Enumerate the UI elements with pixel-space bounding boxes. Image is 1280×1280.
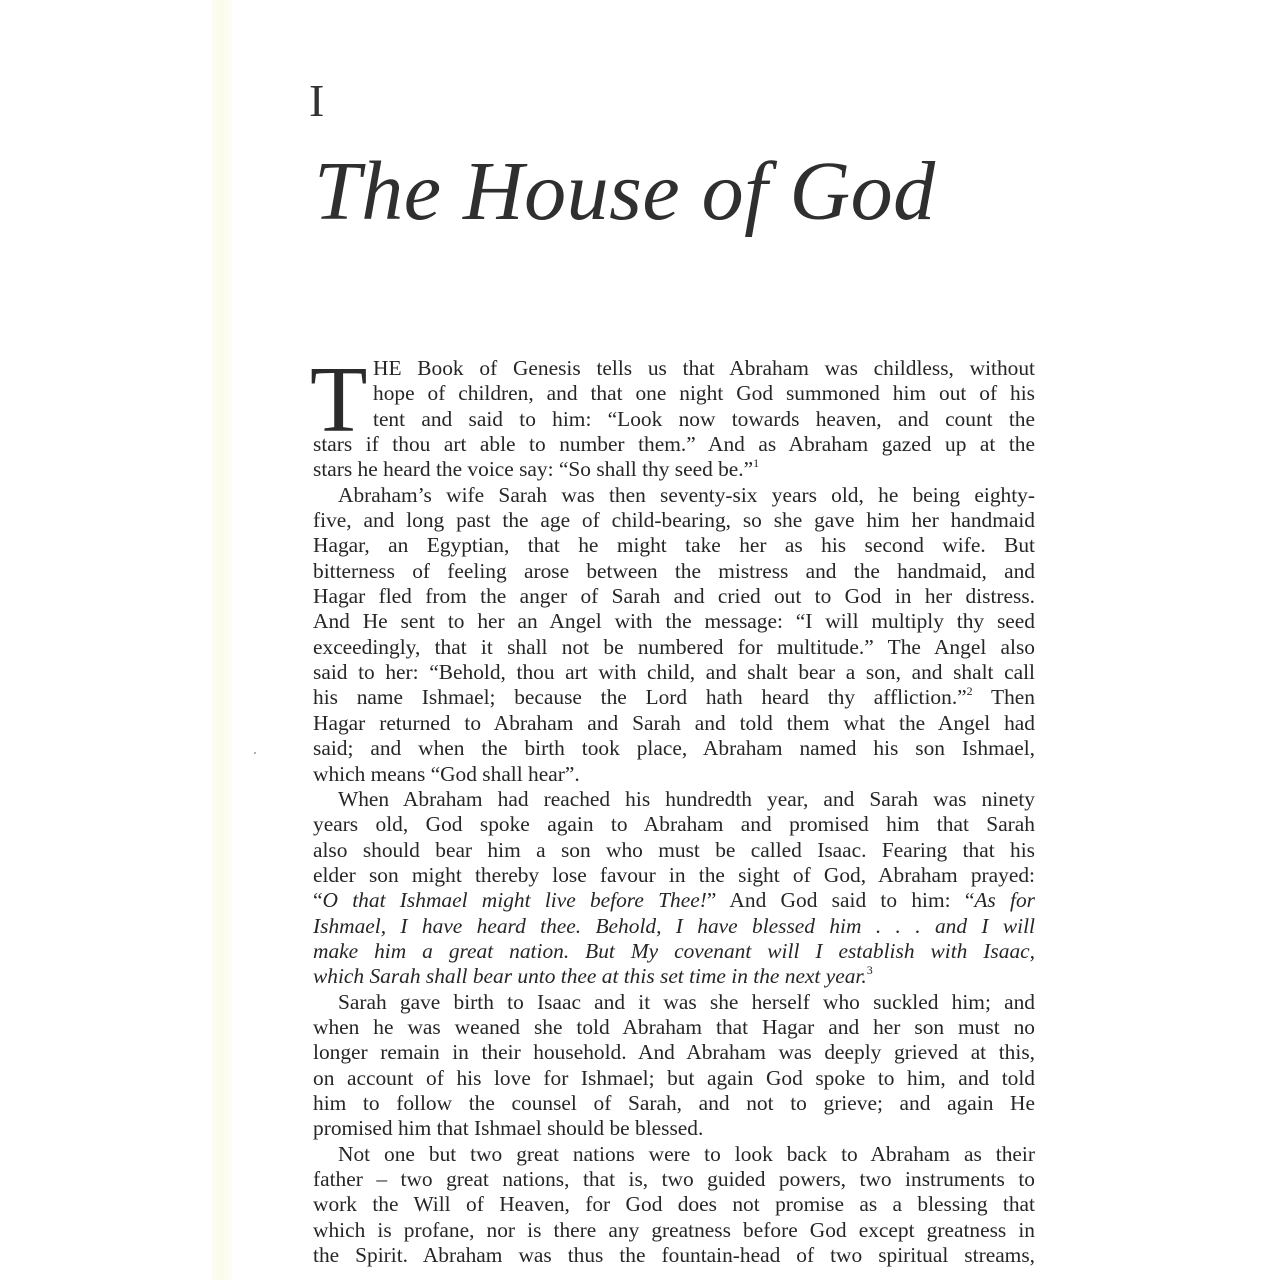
body-text [310, 356, 1035, 1268]
text-span: stars he heard the voice say: “So shall thy seed be.” [313, 457, 754, 482]
footnote-ref: 3 [866, 963, 873, 978]
text-line: stars if thou art able to number them.” And as Abraham gazed up at the [313, 432, 1035, 457]
text-line [313, 939, 1035, 964]
text-span: ” And God said to him: “ [706, 888, 975, 913]
footnote-ref: 2 [966, 684, 973, 699]
text-line: five, and long past the age of child-bearing, so she gave him her handmaid [313, 508, 1035, 533]
text-line: Sarah gave birth to Isaac and it was she herself who suckled him; and [338, 989, 1035, 1014]
text-line: him to follow the counsel of Sarah, and not to grieve; and again He [313, 1090, 1035, 1115]
text-line: When Abraham had reached his hundredth year, and Sarah was ninety [338, 786, 1035, 811]
text-line: Hagar returned to Abraham and Sarah and told them what the Angel had [313, 710, 1035, 735]
paragraph-5 [313, 1142, 1035, 1269]
paragraph-4 [313, 990, 1035, 1142]
text-line: Hagar, an Egyptian, that he might take her as his second wife. But [313, 533, 1035, 558]
text-span: his name Ishmael; because the Lord hath heard thy affliction.” [313, 685, 967, 710]
page-gutter-shadow [212, 0, 232, 1280]
text-line: elder son might thereby lose favour in the sight of God, Abraham prayed: [313, 862, 1035, 887]
text-line: father – two great nations, that is, two guided powers, two instruments to [313, 1167, 1035, 1191]
text-line: Abraham’s wife Sarah was then seventy-six years old, he being eighty- [338, 482, 1035, 507]
italic-quote: which Sarah shall bear unto thee at this set time in the next year. [313, 964, 867, 989]
chapter-title: The House of God [314, 145, 936, 238]
text-line: And He sent to her an Angel with the message: “I will multiply thy seed [313, 609, 1035, 634]
text-line [313, 964, 1035, 989]
text-line [313, 685, 1035, 710]
text-span: “ [313, 888, 323, 913]
text-line [313, 914, 1035, 939]
paragraph-2 [313, 483, 1035, 787]
footnote-ref: 1 [753, 456, 760, 471]
text-line [313, 457, 1035, 482]
italic-quote: Ishmael, I have heard thee. Behold, I have blessed him . . . and I will [313, 913, 1035, 938]
paragraph-3 [313, 787, 1035, 990]
text-line: tent and said to him: “Look now towards heaven, and count the [373, 406, 1035, 431]
italic-quote: As for [974, 888, 1035, 913]
text-line: the Spirit. Abraham was thus the fountain-head of two spiritual streams, [313, 1243, 1035, 1268]
italic-quote: make him a great nation. But My covenant will I establish with Isaac, [313, 938, 1035, 963]
text-span: Then [972, 685, 1035, 710]
text-line: which is profane, nor is there any greatness before God except greatness in [313, 1217, 1035, 1242]
text-line: when he was weaned she told Abraham that Hagar and her son must no [313, 1014, 1035, 1039]
text-line: hope of children, and that one night God summoned him out of his [373, 381, 1035, 406]
drop-cap: T [310, 360, 368, 436]
text-line: years old, God spoke again to Abraham and promised him that Sarah [313, 812, 1035, 837]
text-line [313, 888, 1035, 913]
text-line: which means “God shall hear”. [313, 761, 580, 786]
text-line: bitterness of feeling arose between the mistress and the handmaid, and [313, 558, 1035, 583]
paragraph-1 [313, 356, 1035, 483]
text-line: Hagar fled from the anger of Sarah and cried out to God in her distress. [313, 584, 1035, 609]
text-line: exceedingly, that it shall not be numbered for multitude.” The Angel also [313, 634, 1035, 659]
text-line: said; and when the birth took place, Abraham named his son Ishmael, [313, 736, 1035, 761]
text-line: work the Will of Heaven, for God does not promise as a blessing that [313, 1192, 1035, 1217]
scan-speck [254, 752, 256, 754]
italic-quote: O that Ishmael might live before Thee! [322, 888, 707, 913]
text-line: said to her: “Behold, thou art with child, and shalt bear a son, and shalt call [313, 660, 1035, 685]
text-line: on account of his love for Ishmael; but again God spoke to him, and told [313, 1065, 1035, 1090]
text-line: promised him that Ishmael should be blessed. [313, 1116, 704, 1141]
text-line: also should bear him a son who must be called Isaac. Fearing that his [313, 837, 1035, 862]
chapter-number: I [309, 75, 325, 126]
text-line: HE Book of Genesis tells us that Abraham was childless, without [373, 356, 1035, 380]
text-line: Not one but two great nations were to look back to Abraham as their [338, 1141, 1035, 1166]
text-line: longer remain in their household. And Abraham was deeply grieved at this, [313, 1040, 1035, 1065]
